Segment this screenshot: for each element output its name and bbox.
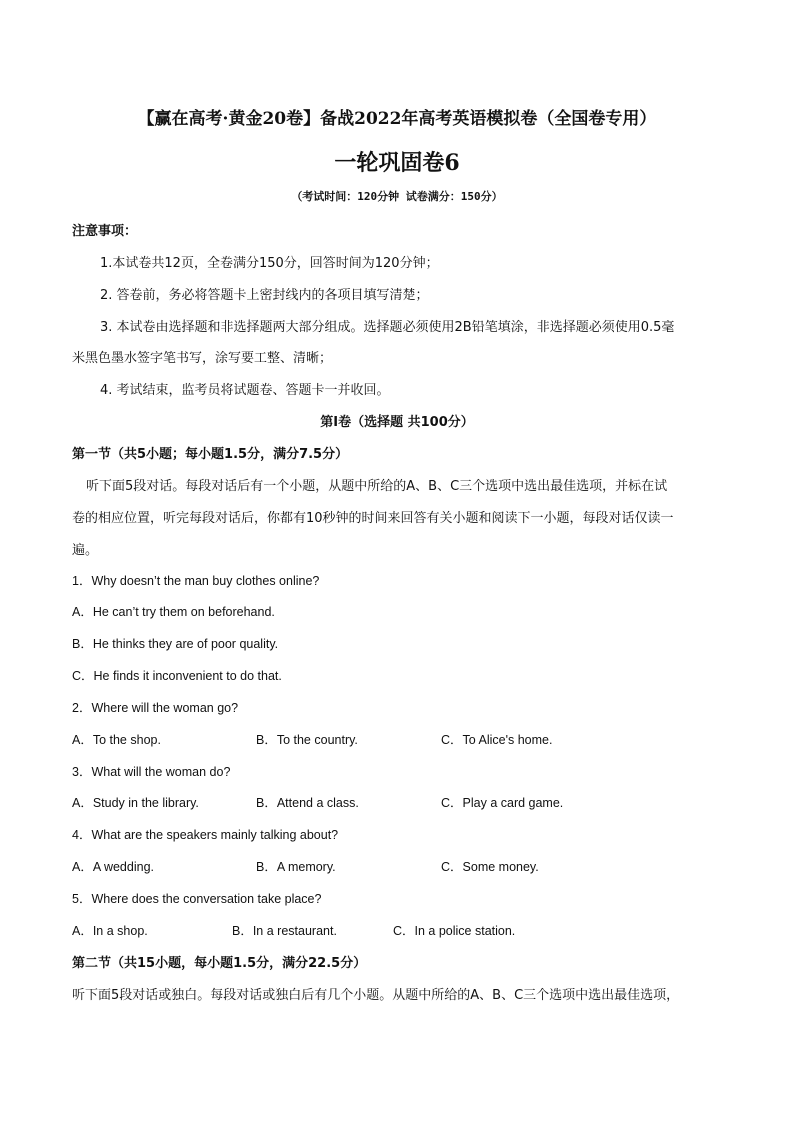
section1-instruction: 遍。 — [72, 543, 99, 558]
section2-heading: 第二节（共15小题，每小题1.5分，满分22.5分） — [72, 956, 367, 971]
exam-info: （考试时间：120分钟 试卷满分：150分） — [291, 190, 503, 203]
option-5a: A．In a shop. — [72, 924, 148, 938]
notes-heading: 注意事项： — [72, 224, 138, 239]
note-item: 米黑色墨水签字笔书写，涂写要工整、清晰； — [72, 351, 333, 366]
question-3: 3．What will the woman do? — [72, 765, 231, 779]
question-2: 2．Where will the woman go? — [72, 701, 239, 715]
option-2b: B．To the country. — [256, 733, 358, 747]
option-1c: C．He finds it inconvenient to do that. — [72, 669, 282, 683]
option-3c: C．Play a card game. — [441, 796, 564, 810]
exam-title: 【赢在高考·黄金20卷】备战2022年高考英语模拟卷（全国卷专用） — [137, 109, 657, 129]
note-item: 4. 考试结束，监考员将试题卷、答题卡一并收回。 — [100, 383, 390, 398]
section1-instruction: 卷的相应位置，听完每段对话后，你都有10秒钟的时间来回答有关小题和阅读下一小题，每段对话仅读一 — [72, 511, 674, 526]
question-5: 5．Where does the conversation take place? — [72, 892, 322, 906]
question-1: 1．Why doesn’t the man buy clothes online? — [72, 574, 320, 588]
note-item: 2. 答卷前，务必将答题卡上密封线内的各项目填写清楚； — [100, 288, 429, 303]
option-5b: B．In a restaurant. — [232, 924, 337, 938]
section1-heading: 第一节（共5小题；每小题1.5分，满分7.5分） — [72, 447, 349, 462]
option-2a: A．To the shop. — [72, 733, 161, 747]
exam-subtitle: 一轮巩固卷6 — [334, 150, 460, 176]
option-3a: A．Study in the library. — [72, 796, 199, 810]
note-item: 3. 本试卷由选择题和非选择题两大部分组成。选择题必须使用2B铅笔填涂，非选择题必须使用0.5毫 — [100, 320, 675, 335]
note-item: 1.本试卷共12页，全卷满分150分，回答时间为120分钟； — [100, 256, 439, 271]
option-4a: A．A wedding. — [72, 860, 154, 874]
option-5c: C．In a police station. — [393, 924, 516, 938]
option-2c: C．To Alice's home. — [441, 733, 553, 747]
option-4b: B．A memory. — [256, 860, 336, 874]
part-heading: 第I卷（选择题 共100分） — [320, 415, 474, 430]
option-4c: C．Some money. — [441, 860, 539, 874]
option-3b: B．Attend a class. — [256, 796, 359, 810]
section1-instruction: 听下面5段对话。每段对话后有一个小题，从题中所给的A、B、C三个选项中选出最佳选项，并标在试 — [86, 479, 668, 494]
option-1a: A．He can’t try them on beforehand. — [72, 605, 275, 619]
section2-instruction: 听下面5段对话或独白。每段对话或独白后有几个小题。从题中所给的A、B、C三个选项中选出最佳选项， — [72, 988, 680, 1003]
option-1b: B．He thinks they are of poor quality. — [72, 637, 279, 651]
question-4: 4．What are the speakers mainly talking about? — [72, 828, 339, 842]
